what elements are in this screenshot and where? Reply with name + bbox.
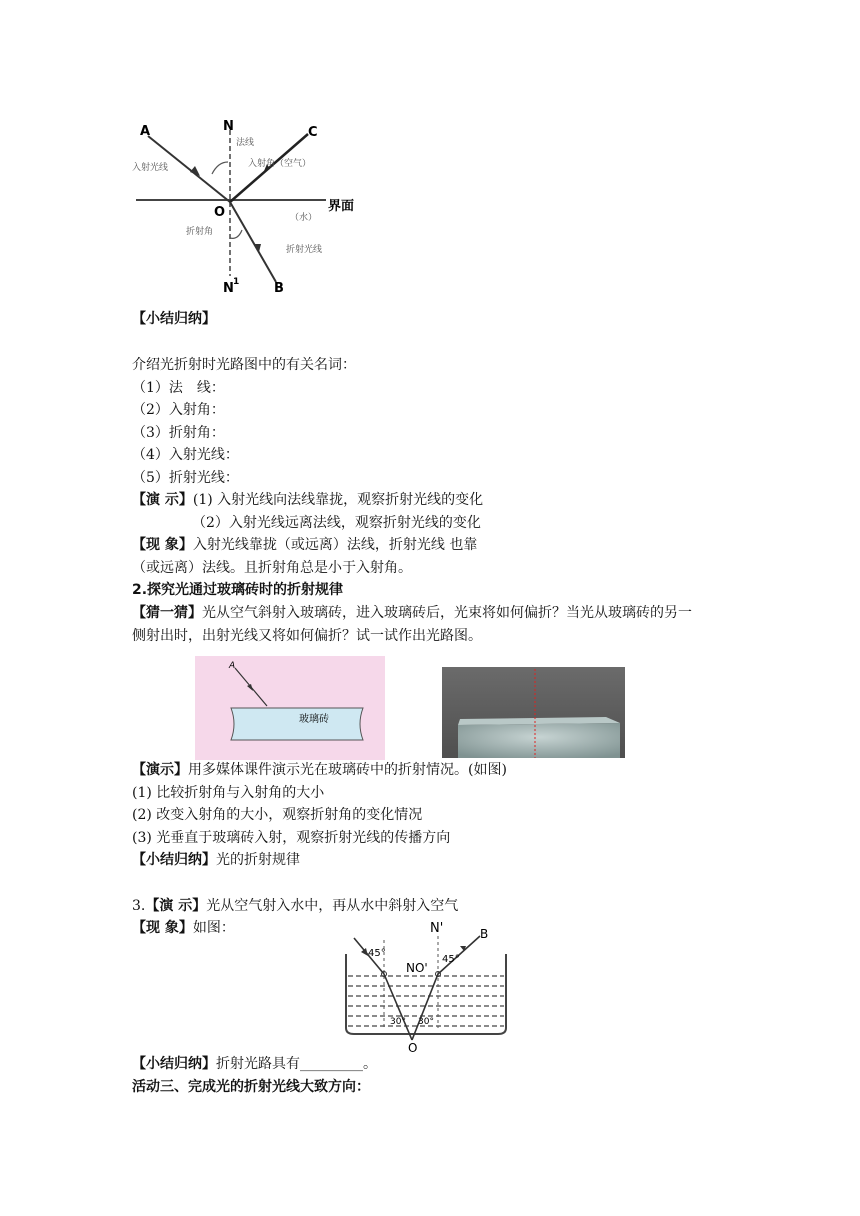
label-N1: N: [223, 281, 234, 296]
phenomenon-tag-1: 【现 象】: [132, 537, 193, 553]
s3-prefix: 3.: [132, 898, 146, 914]
label-N1-sup: 1: [233, 277, 240, 287]
label-C: C: [308, 125, 318, 140]
label-water: （水）: [290, 213, 318, 223]
s3-summary-blank: _________: [300, 1056, 363, 1072]
demo-tag-s2: 【演示】: [132, 762, 188, 778]
tank-label-45-left: 45°: [368, 948, 386, 959]
summary-title-1: 【小结归纳】: [132, 311, 216, 327]
s3-summary-text: 折射光路具有: [216, 1056, 300, 1072]
label-A: A: [140, 124, 151, 139]
s2-item-3: (3) 光垂直于玻璃砖入射，观察折射光线的传播方向: [132, 830, 451, 846]
glass-brick-figure: [195, 656, 385, 760]
label-refracted-ray: 折射光线: [286, 245, 323, 255]
guess-line-1: [132, 604, 692, 622]
demo-line-s2: [132, 761, 507, 779]
s3-summary-end: 。: [363, 1056, 377, 1072]
summary-line-s2: [132, 851, 300, 869]
demo-text-1: (1) 入射光线向法线靠拢，观察折射光线的变化: [192, 492, 484, 508]
term-2: （2）入射角：: [132, 402, 225, 418]
guess-tag: 【猜一猜】: [132, 605, 202, 621]
tank-label-30-left: 30°: [390, 1017, 406, 1027]
term-4: （4）入射光线：: [132, 447, 239, 463]
s3-demo-line: [132, 897, 458, 915]
arrow-left: [361, 948, 368, 956]
label-B: B: [274, 281, 284, 296]
s3-phenomenon-line: [132, 919, 235, 937]
demo-line-1: [132, 491, 483, 509]
label-incident-ray: 入射光线: [132, 163, 169, 173]
label-interface: 界面: [328, 199, 355, 214]
section2-title: 2.探究光通过玻璃砖时的折射规律: [132, 582, 344, 598]
refraction-diagram: [130, 118, 370, 298]
demo-text-s2: 用多媒体课件演示光在玻璃砖中的折射情况。(如图): [188, 762, 507, 778]
glass-brick: [231, 708, 363, 740]
s2-item-1: (1) 比较折射角与入射角的大小: [132, 785, 325, 801]
incident-angle-arc: [212, 162, 228, 174]
tank-label-NO: NO': [406, 961, 428, 975]
summary-text-s2: 光的折射规律: [216, 852, 300, 868]
tank-label-30-right: 30°: [418, 1017, 434, 1027]
s2-item-2: (2) 改变入射角的大小，观察折射角的变化情况: [132, 807, 423, 823]
tank-label-B: B: [480, 927, 489, 941]
tank-label-45-right: 45°: [442, 954, 460, 965]
brick-body: [458, 723, 620, 758]
water-tank-figure: [332, 916, 522, 1054]
tank-label-O: O: [408, 1041, 418, 1054]
label-incident-angle: 入射角（空气）: [248, 159, 312, 169]
guess-line-2: 侧射出时，出射光线又将如何偏折？试一试作出光路图。: [132, 628, 482, 644]
tank-label-N-prime: N': [430, 921, 444, 936]
s3-demo-tag: 【演 示】: [145, 898, 207, 914]
guess-text-1: 光从空气斜射入玻璃砖，进入玻璃砖后，光束将如何偏折？当光从玻璃砖的另一: [202, 605, 692, 621]
phenomenon-text-1: 入射光线靠拢（或远离）法线，折射光线 也靠: [192, 537, 478, 553]
demo-tag-1: 【演 示】: [132, 492, 193, 508]
term-1: （1）法 线：: [132, 380, 225, 396]
glass-label: 玻璃砖: [299, 714, 329, 725]
s3-summary-tag: 【小结归纳】: [132, 1056, 216, 1072]
term-3: （3）折射角：: [132, 425, 225, 441]
glass-brick-3d-figure: [442, 667, 625, 758]
s3-summary-line: [132, 1055, 377, 1073]
s3-demo-text: 光从空气射入水中，再从水中斜射入空气: [206, 898, 459, 914]
s3-phenomenon-text: 如图：: [192, 920, 235, 936]
label-O: O: [214, 205, 226, 220]
label-N: N: [223, 119, 234, 134]
summary-tag-s2: 【小结归纳】: [132, 852, 216, 868]
glass-label-A: A: [229, 661, 236, 671]
term-5: （5）折射光线：: [132, 470, 239, 486]
label-refraction-angle: 折射角: [186, 227, 214, 237]
s3-phenomenon-tag: 【现 象】: [132, 920, 193, 936]
phenomenon-line-2: （或远离）法线。且折射角总是小于入射角。: [132, 560, 412, 576]
activity-three: 活动三、完成光的折射光线大致方向：: [132, 1079, 370, 1095]
intro-text: 介绍光折射时光路图中的有关名词：: [132, 357, 356, 373]
refracted-ray: [230, 202, 276, 282]
phenomenon-line-1: [132, 536, 477, 554]
demo-line-2: （2）入射光线远离法线，观察折射光线的变化: [192, 515, 481, 531]
refraction-angle-arc: [230, 230, 242, 238]
label-normal: 法线: [236, 138, 255, 148]
